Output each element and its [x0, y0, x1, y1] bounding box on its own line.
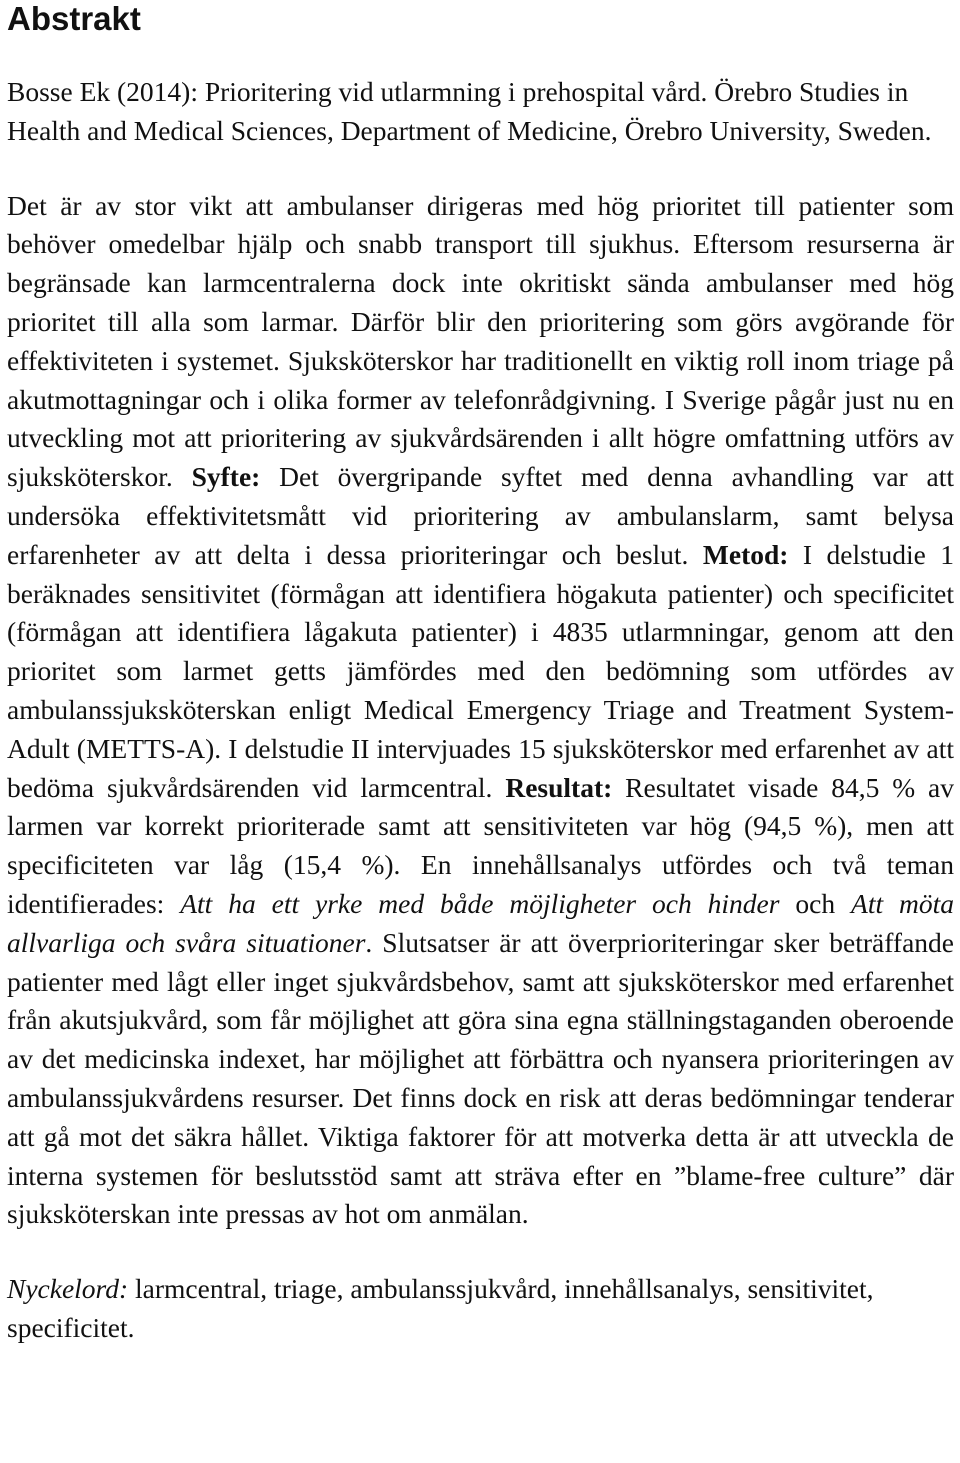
keywords-label: Nyckelord:: [7, 1273, 129, 1305]
theme-period: .: [365, 926, 373, 958]
method-text: I delstudie 1 beräknades sensitivitet (förmågan att identifiera högakuta patienter) och specificitet (förmågan att identifiera lågakuta patienter) i 4835 utlarmningar, genom att den prioritet som larmet getts jämfördes med den bedömning som utfördes av ambulanssjuksköterskan enligt Medical Emergency Triage and Treatment System-Adult (METTS-A). I delstudie II intervjuades 15 sjuksköterskor med erfarenhet av att bedöma sjukvårdsärenden vid larmcentral.: [7, 538, 955, 803]
aim-label: Syfte:: [191, 461, 261, 493]
page-heading: Abstrakt: [7, 0, 141, 37]
method-label: Metod:: [702, 538, 789, 570]
theme-two: Att möta allvarliga och svåra situationer: [7, 887, 955, 958]
conclusion-text: Slutsatser är att överprioriteringar sker beträffande patienter med lågt eller inget sjukvårdsbehov, samt att sjuksköterskor med erfarenhet från akutsjukvård, som får möjlighet att göra sina egna ställningstaganden oberoende av det medicinska indexet, har möjlighet att förbättra och nyansera prioriteringen av ambulanssjukvårdens resurser. Det finns dock en risk att deras bedömningar tenderar att gå mot det säkra hållet. Viktiga faktorer för att motverka detta är att utveckla de interna systemen för beslutsstöd samt att sträva efter en ”blame-free culture” där sjuksköterskan inte pressas av hot om anmälan.: [7, 926, 954, 1230]
theme-one: Att ha ett yrke med både möjligheter och hinder: [180, 887, 780, 919]
background-text: Det är av stor vikt att ambulanser dirigeras med hög prioritet till patienter som behöver omedelbar hjälp och snabb transport till sjukhus. Eftersom resurserna är begränsade kan larmcentralerna dock inte okritiskt sända ambulanser med hög prioritet till alla som larmar. Därför blir den prioritering som görs avgörande för effektiviteten i systemet. Sjuksköterskor har traditionellt en viktig roll inom triage på akutmottagningar och i olika former av telefonrådgivning. I Sverige pågår just nu en utveckling mot att prioritering av sjukvårdsärenden i allt högre omfattning utförs av sjuksköterskor.: [7, 189, 954, 493]
and-word: och: [795, 887, 836, 919]
results-label: Resultat:: [505, 771, 613, 803]
keywords: [7, 1270, 954, 1348]
keywords-text: larmcentral, triage, ambulanssjukvård, innehållsanalys, sensitivitet, specificitet.: [7, 1273, 874, 1343]
results-text: Resultatet visade 84,5 % av larmen var korrekt prioriterade samt att sensitiviteten var hög (94,5 %), men att specificiteten var låg (15,4 %). En innehållsanalys utfördes och två teman identifierades:: [7, 771, 955, 919]
citation: Bosse Ek (2014): Prioritering vid utlarmning i prehospital vård. Örebro Studies in Health and Medical Sciences, Department of Medicine, Örebro University, Sweden.: [7, 76, 932, 146]
aim-text: Det övergripande syftet med denna avhandling var att undersöka effektivitetsmått vid prioritering av ambulanslarm, samt belysa erfarenheter av att delta i dessa prioriteringar och beslut.: [7, 461, 954, 570]
abstract-body: [7, 187, 954, 1235]
abstract-page: [7, 0, 954, 1348]
